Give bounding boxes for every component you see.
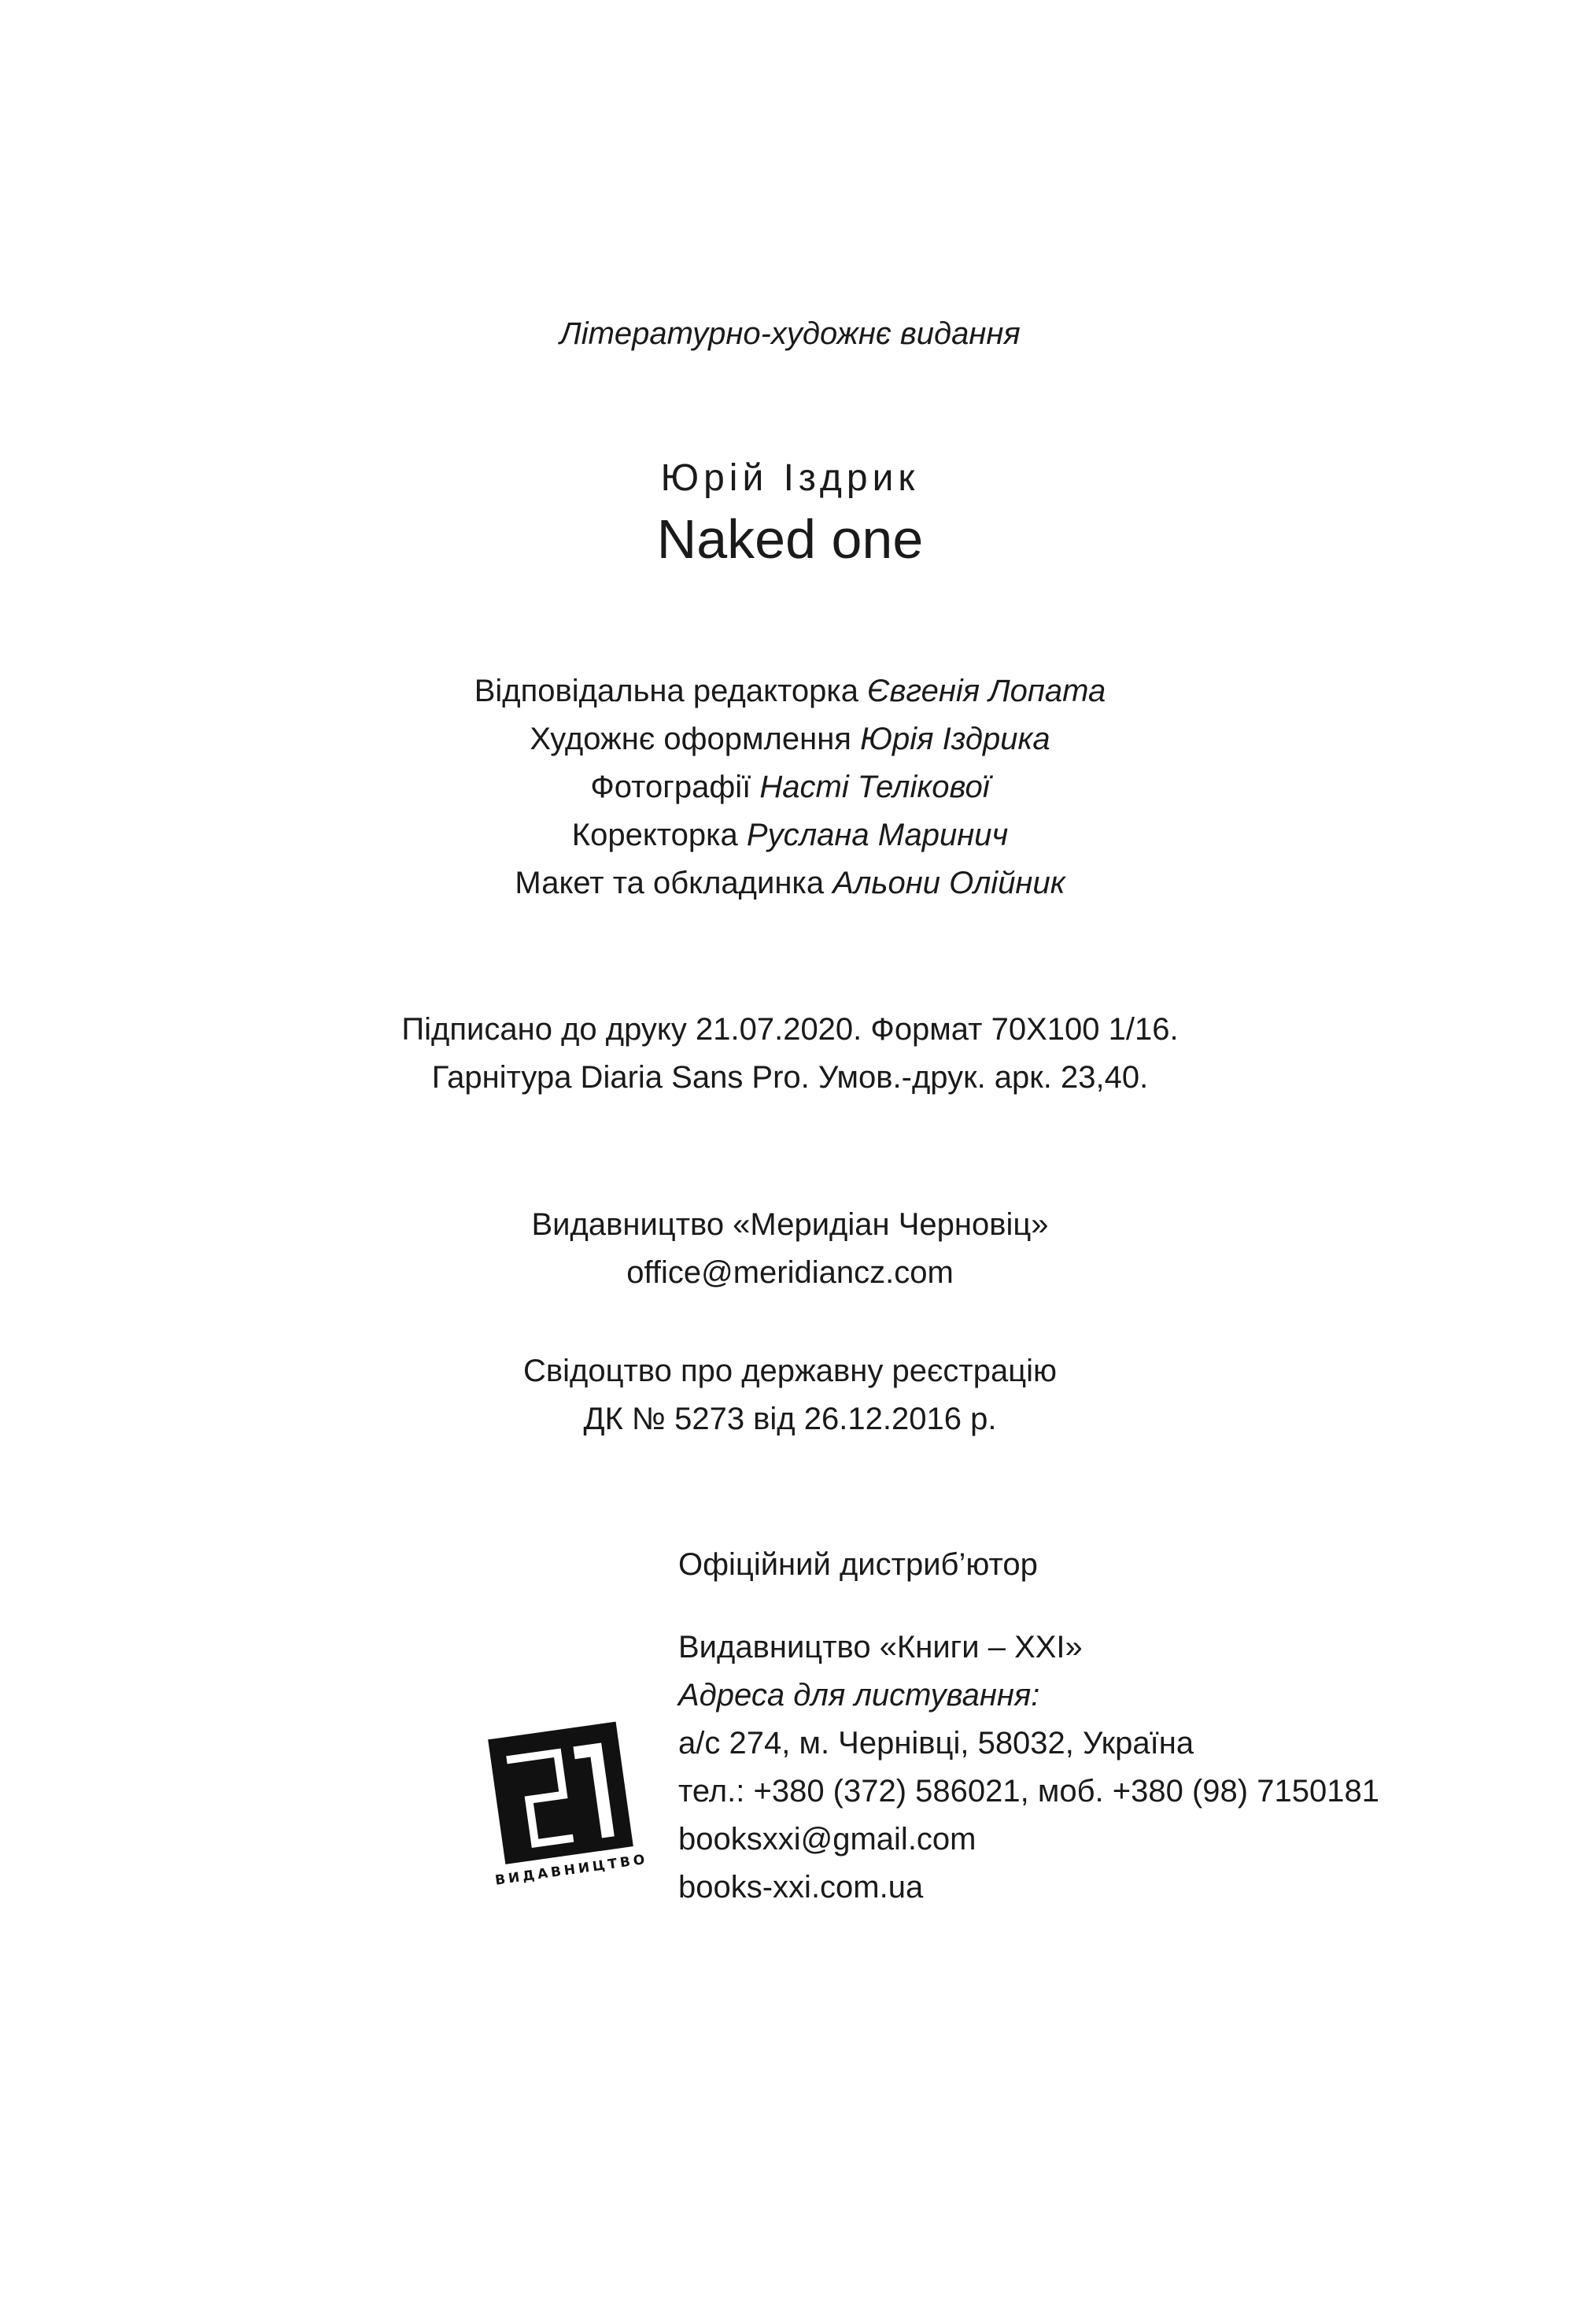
credit-name: Насті Телікової	[759, 770, 990, 804]
certificate-line: Свідоцтво про державну реєстрацію	[522, 1354, 1058, 1388]
print-info-line: Гарнітура Diaria Sans Pro. Умов.-друк. арк. 23,40.	[431, 1060, 1149, 1095]
print-info-line: Підписано до друку 21.07.2020. Формат 70Х100 1/16.	[401, 1012, 1179, 1047]
print-info-block	[0, 1006, 1580, 1102]
credit-name: Євгенія Лопата	[867, 674, 1106, 708]
distributor-block	[678, 1541, 1379, 1912]
certificate-block	[0, 1347, 1580, 1443]
certificate-line: ДК № 5273 від 26.12.2016 р.	[583, 1402, 997, 1436]
credit-role: Коректорка	[571, 818, 738, 852]
spacer	[678, 1589, 1379, 1624]
distributor-heading: Офіційний дистриб’ютор	[678, 1547, 1038, 1582]
credit-role: Макет та обкладинка	[515, 866, 825, 900]
distributor-address: а/с 274, м. Чернівці, 58032, Україна	[678, 1726, 1194, 1761]
author-name: Юрій Іздрик	[660, 457, 920, 499]
credit-role: Відповідальна редакторка	[474, 674, 859, 708]
distributor-phone: тел.: +380 (372) 586021, моб. +380 (98) 7150181	[678, 1774, 1379, 1809]
credits-block	[0, 667, 1580, 907]
credit-role: Художнє оформлення	[530, 722, 851, 756]
credit-line	[0, 667, 1580, 715]
genre-label: Літературно-художнє видання	[559, 316, 1021, 351]
credit-line	[0, 715, 1580, 763]
book-title: Naked one	[656, 508, 924, 570]
credit-name: Руслана Маринич	[746, 818, 1009, 852]
credit-role: Фотографії	[590, 770, 751, 804]
credit-line	[0, 811, 1580, 859]
logo-graphic	[493, 1720, 649, 1889]
credit-line	[0, 763, 1580, 811]
publisher-block	[0, 1201, 1580, 1297]
credit-name: Альони Олійник	[832, 866, 1065, 900]
publisher-name: Видавництво «Меридіан Черновіц»	[531, 1207, 1049, 1242]
credit-line	[0, 859, 1580, 907]
distributor-email: booksxxi@gmail.com	[678, 1822, 976, 1857]
credit-name: Юрія Іздрика	[860, 722, 1050, 756]
logo-caption: ВИДАВНИЦТВО	[493, 1851, 649, 1889]
distributor-name: Видавництво «Книги – ХХІ»	[678, 1630, 1083, 1664]
publisher-email: office@meridiancz.com	[626, 1255, 954, 1290]
address-label: Адреса для листування:	[678, 1678, 1040, 1713]
distributor-website: books-xxi.com.ua	[678, 1870, 924, 1905]
publisher-21-logo-icon	[493, 1720, 649, 1889]
